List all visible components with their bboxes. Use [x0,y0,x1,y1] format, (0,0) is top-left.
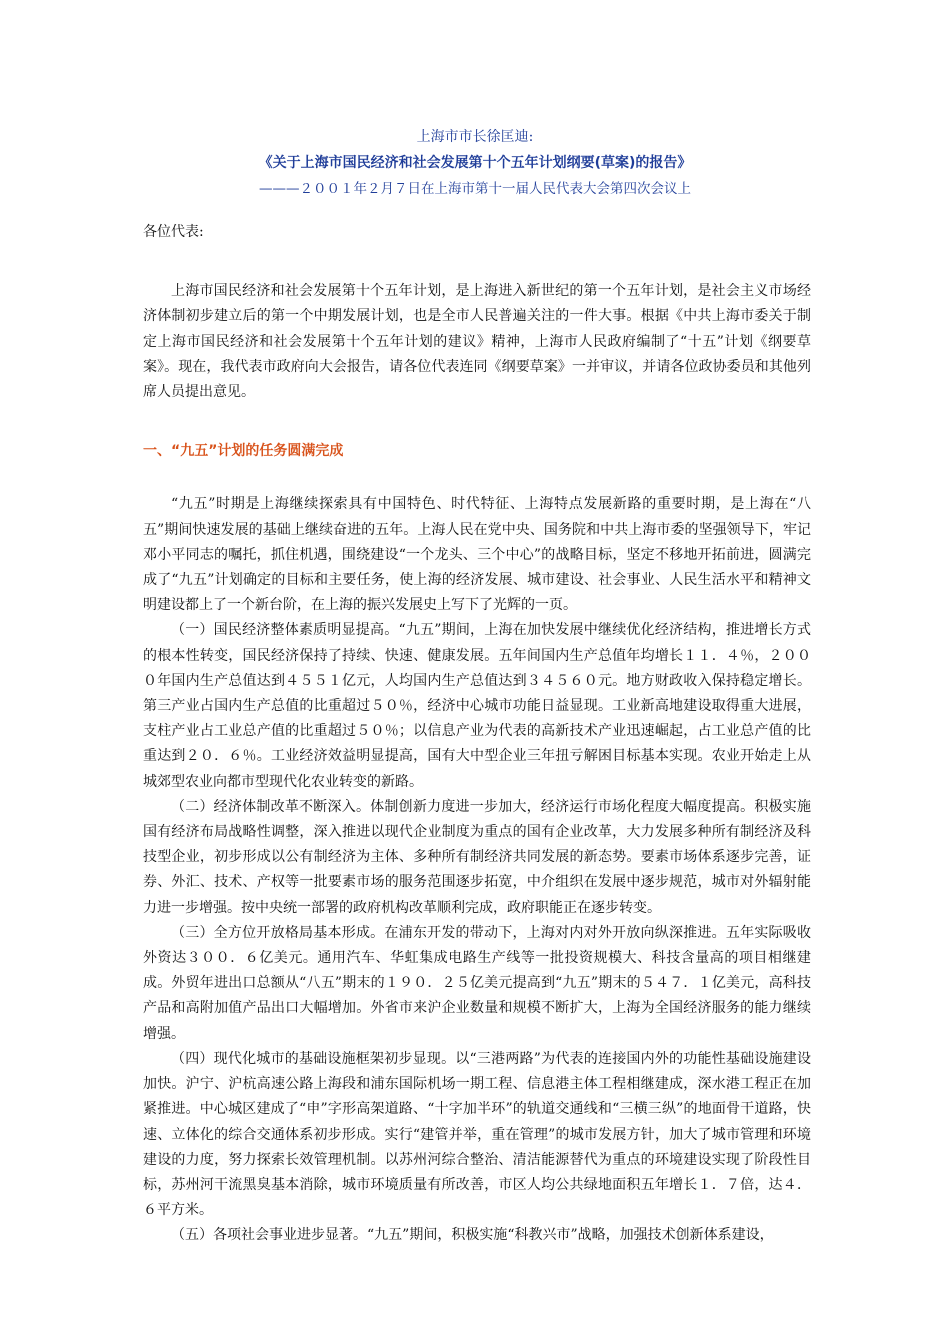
report-subtitle: ———２００１年２月７日在上海市第十一届人民代表大会第四次会议上 [259,181,691,197]
report-body [143,220,811,1249]
section-paragraph: （二）经济体制改革不断深入。体制创新力度进一步加大，经济运行市场化程度大幅度提高。积极实施国有经济布局战略性调整，深入推进以现代企业制度为重点的国有企业改革，大力发展多种所有制经济及科技型企业，初步形成以公有制经济为主体、多种所有制经济共同发展的新态势。要素市场体系逐步完善，证券、外汇、技术、产权等一批要素市场的服务范围逐步拓宽，中介组织在发展中逐步规范，城市对外辐射能力进一步增强。按中央统一部署的政府机构改革顺利完成，政府职能正在逐步转变。 [143,798,811,916]
intro-paragraph: 上海市国民经济和社会发展第十个五年计划，是上海进入新世纪的第一个五年计划，是社会主义市场经济体制初步建立后的第一个中期发展计划，也是全市人民普遍关注的一件大事。根据《中共上海市委关于制定上海市国民经济和社会发展第十个五年计划的建议》精神，上海市人民政府编制了“十五”计划《纲要草案》。现在，我代表市政府向大会报告，请各位代表连同《纲要草案》一并审议，并请各位政协委员和其他列席人员提出意见。 [143,283,811,401]
salutation: 各位代表: [143,224,204,240]
report-header [140,124,810,202]
section-heading: 一、“九五”计划的任务圆满完成 [143,443,344,460]
section-paragraph: （三）全方位开放格局基本形成。在浦东开发的带动下，上海对内对外开放向纵深推进。五年实际吸收外资达３００．６亿美元。通用汽车、华虹集成电路生产线等一批投资规模大、科技含量高的项目相继建成。外贸年进出口总额从“八五”期末的１９０．２５亿美元提高到“九五”期末的５４７．１亿美元，高科技产品和高附加值产品出口大幅增加。外省市来沪企业数量和规模不断扩大，上海为全国经济服务的能力继续增强。 [143,924,811,1042]
section-paragraph: （一）国民经济整体素质明显提高。“九五”期间，上海在加快发展中继续优化经济结构，推进增长方式的根本性转变，国民经济保持了持续、快速、健康发展。五年间国内生产总值年均增长１１．４％，２０００年国内生产总值达到４５５１亿元，人均国内生产总值达到３４５６０元。地方财政收入保持稳定增长。第三产业占国内生产总值的比重超过５０％，经济中心城市功能日益显现。工业新高地建设取得重大进展，支柱产业占工业总产值的比重超过５０％；以信息产业为代表的高新技术产业迅速崛起，占工业总产值的比重达到２０．６％。工业经济效益明显提高，国有大中型企业三年扭亏解困目标基本实现。农业开始走上从城郊型农业向都市型现代化农业转变的新路。 [143,622,811,790]
section-paragraph: （四）现代化城市的基础设施框架初步显现。以“三港两路”为代表的连接国内外的功能性基础设施建设加快。沪宁、沪杭高速公路上海段和浦东国际机场一期工程、信息港主体工程相继建成，深水港工程正在加紧推进。中心城区建成了“申”字形高架道路、“十字加半环”的轨道交通线和“三横三纵”的地面骨干道路，快速、立体化的综合交通体系初步形成。实行“建管并举，重在管理”的城市发展方针，加大了城市管理和环境建设的力度，努力探索长效管理机制。以苏州河综合整治、清洁能源替代为重点的环境建设实现了阶段性目标，苏州河干流黑臭基本消除，城市环境质量有所改善，市区人均公共绿地面积五年增长１．７倍，达４．６平方米。 [143,1050,811,1219]
section-paragraph: （五）各项社会事业进步显著。“九五”期间，积极实施“科教兴市”战略，加强技术创新体系建设， [171,1227,774,1244]
section-paragraph: “九五”时期是上海继续探索具有中国特色、时代特征、上海特点发展新路的重要时期，是上海在“八五”期间快速发展的基础上继续奋进的五年。上海人民在党中央、国务院和中共上海市委的坚强领导下，牢记邓小平同志的嘱托，抓住机遇，围绕建设“一个龙头、三个中心”的战略目标，坚定不移地开拓前进，圆满完成了“九五”计划确定的目标和主要任务，使上海的经济发展、城市建设、社会事业、人民生活水平和精神文明建设都上了一个新台阶，在上海的振兴发展史上写下了光辉的一页。 [143,496,811,614]
speaker-line: 上海市市长徐匡迪: [416,129,534,145]
report-title: 《关于上海市国民经济和社会发展第十个五年计划纲要(草案)的报告》 [258,155,692,171]
